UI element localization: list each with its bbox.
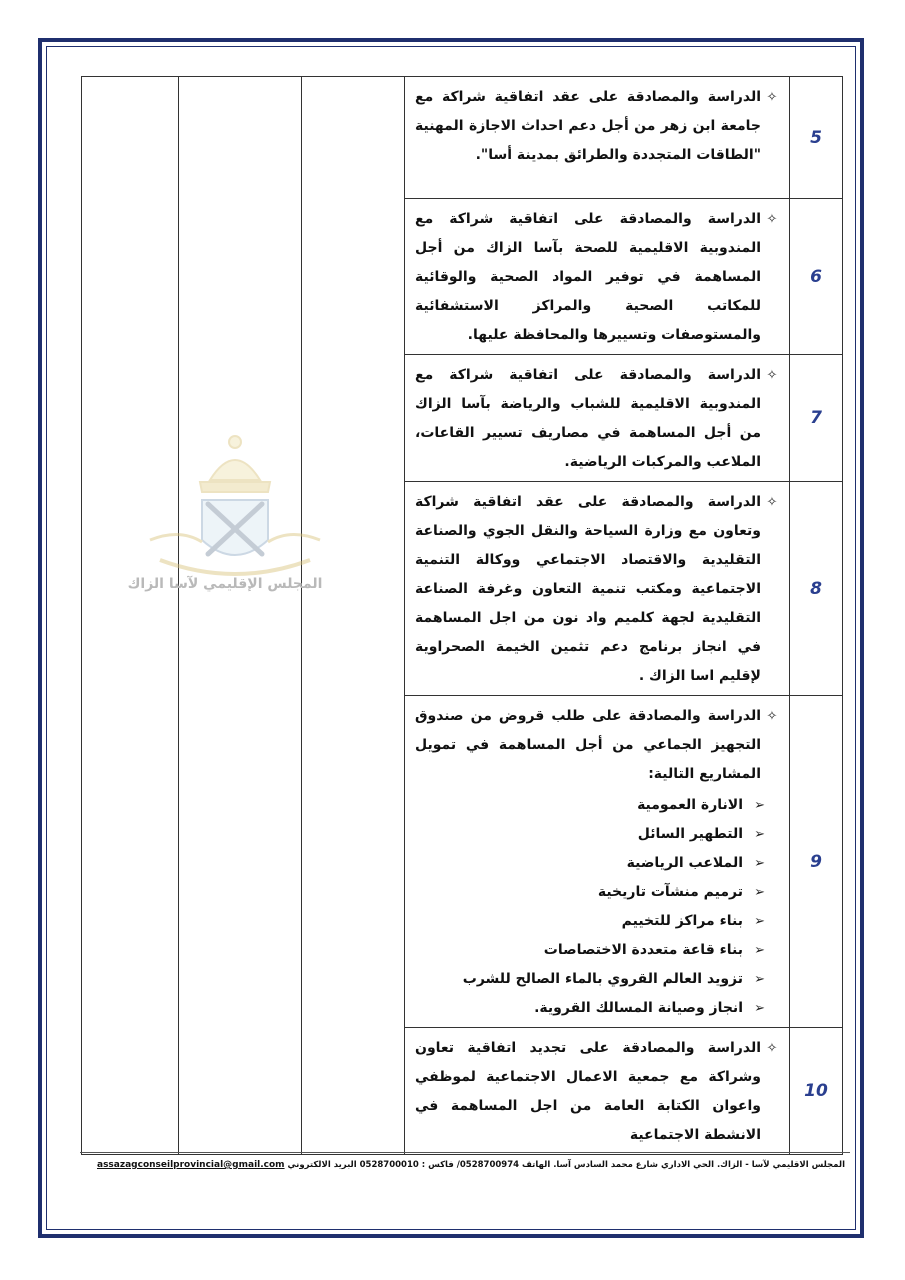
list-item: [415, 878, 765, 907]
row-number: 5: [790, 77, 843, 199]
diamond-bullet-icon: ✧: [766, 709, 778, 724]
empty-column-cell: [302, 77, 405, 1155]
empty-column-cell: [82, 77, 179, 1155]
arrow-check-icon: ➢: [754, 972, 765, 987]
project-list: [415, 791, 783, 1023]
arrow-check-icon: ➢: [754, 827, 765, 842]
row-number: 7: [790, 355, 843, 482]
list-item-text: بناء قاعة متعددة الاختصاصات: [543, 942, 743, 958]
arrow-check-icon: ➢: [754, 885, 765, 900]
arrow-check-icon: ➢: [754, 943, 765, 958]
arrow-check-icon: ➢: [754, 914, 765, 929]
row-subject: [405, 1028, 790, 1155]
row-subject: [405, 199, 790, 355]
subject-text: الدراسة والمصادقة على تجديد اتفاقية تعاون وشراكة مع جمعية الاعمال الاجتماعية لموظفي واعوان الكتابة العامة من اجل المساهمة في الانشطة الاجتماعية: [415, 1040, 761, 1143]
list-item: [415, 965, 765, 994]
list-item: [415, 994, 765, 1023]
diamond-bullet-icon: ✧: [766, 90, 778, 105]
empty-column-cell: [179, 77, 302, 1155]
arrow-check-icon: ➢: [754, 856, 765, 871]
list-item: [415, 820, 765, 849]
row-number: 10: [790, 1028, 843, 1155]
row-number: 6: [790, 199, 843, 355]
diamond-bullet-icon: ✧: [766, 368, 778, 383]
list-item: [415, 849, 765, 878]
row-number: 9: [790, 696, 843, 1028]
subject-text: الدراسة والمصادقة على عقد اتفاقية شراكة وتعاون مع وزارة السياحة والنقل الجوي والصناعة التقليدية والاقتصاد الاجتماعي ووكالة التنمية الاجتماعية ومكتب تنمية التعاون وغرفة الصناعة التقليدية لجهة كلميم واد نون من اجل المساهمة في انجاز برنامج دعم تثمين الخيمة الصحراوية لإقليم اسا الزاك .: [415, 494, 761, 684]
row-number: 8: [790, 482, 843, 696]
table-row: [82, 77, 843, 199]
subject-text: الدراسة والمصادقة على اتفاقية شراكة مع المندوبية الاقليمية للصحة بآسا الزاك من أجل المساهمة في توفير المواد الصحية والوقائية للمكاتب الصحية والمراكز الاستشفائية والمستوصفات وتسييرها والمحافظة عليها.: [415, 211, 761, 343]
arrow-check-icon: ➢: [754, 1001, 765, 1016]
list-item-text: تزويد العالم القروي بالماء الصالح للشرب: [462, 971, 743, 987]
list-item-text: انجاز وصيانة المسالك القروية.: [534, 1000, 743, 1016]
row-subject: [405, 77, 790, 199]
list-item-text: بناء مراكز للتخييم: [621, 913, 743, 929]
list-item-text: الانارة العمومية: [637, 797, 743, 813]
page-footer: [97, 1160, 845, 1170]
footer-address: المجلس الاقليمي لآسا - الزاك. الحي الاداري شارع محمد السادس آسا. الهاتف 0528700974/ فاكس : 0528700010 البريد الالكتروني: [287, 1160, 845, 1170]
list-item-text: ترميم منشآت تاريخية: [597, 884, 743, 900]
list-item-text: الملاعب الرياضية: [626, 855, 743, 871]
list-item: [415, 907, 765, 936]
subject-text: الدراسة والمصادقة على اتفاقية شراكة مع المندوبية الاقليمية للشباب والرياضة بآسا الزاك من أجل المساهمة في مصاريف تسيير القاعات، الملاعب والمركبات الرياضية.: [415, 367, 761, 470]
watermark-text: المجلس الإقليمي لآسا الزاك: [127, 576, 323, 592]
list-item: [415, 791, 765, 820]
subject-text: الدراسة والمصادقة على عقد اتفاقية شراكة مع جامعة ابن زهر من أجل دعم احداث الاجازة المهنية "الطاقات المتجددة والطرائق بمدينة أسا".: [415, 89, 761, 163]
diamond-bullet-icon: ✧: [766, 212, 778, 227]
row-subject: [405, 696, 790, 1028]
footer-divider: [80, 1152, 850, 1153]
subject-text: الدراسة والمصادقة على طلب قروض من صندوق التجهيز الجماعي من أجل المساهمة في تمويل المشاريع التالية:: [415, 708, 761, 782]
diamond-bullet-icon: ✧: [766, 495, 778, 510]
arrow-check-icon: ➢: [754, 798, 765, 813]
row-subject: [405, 355, 790, 482]
footer-email-link[interactable]: assazagconseilprovincial@gmail.com: [97, 1160, 285, 1170]
row-subject: [405, 482, 790, 696]
emblem-watermark-icon: [140, 420, 330, 600]
diamond-bullet-icon: ✧: [766, 1041, 778, 1056]
list-item: [415, 936, 765, 965]
agenda-table: [81, 76, 843, 1155]
list-item-text: التطهير السائل: [637, 826, 743, 842]
